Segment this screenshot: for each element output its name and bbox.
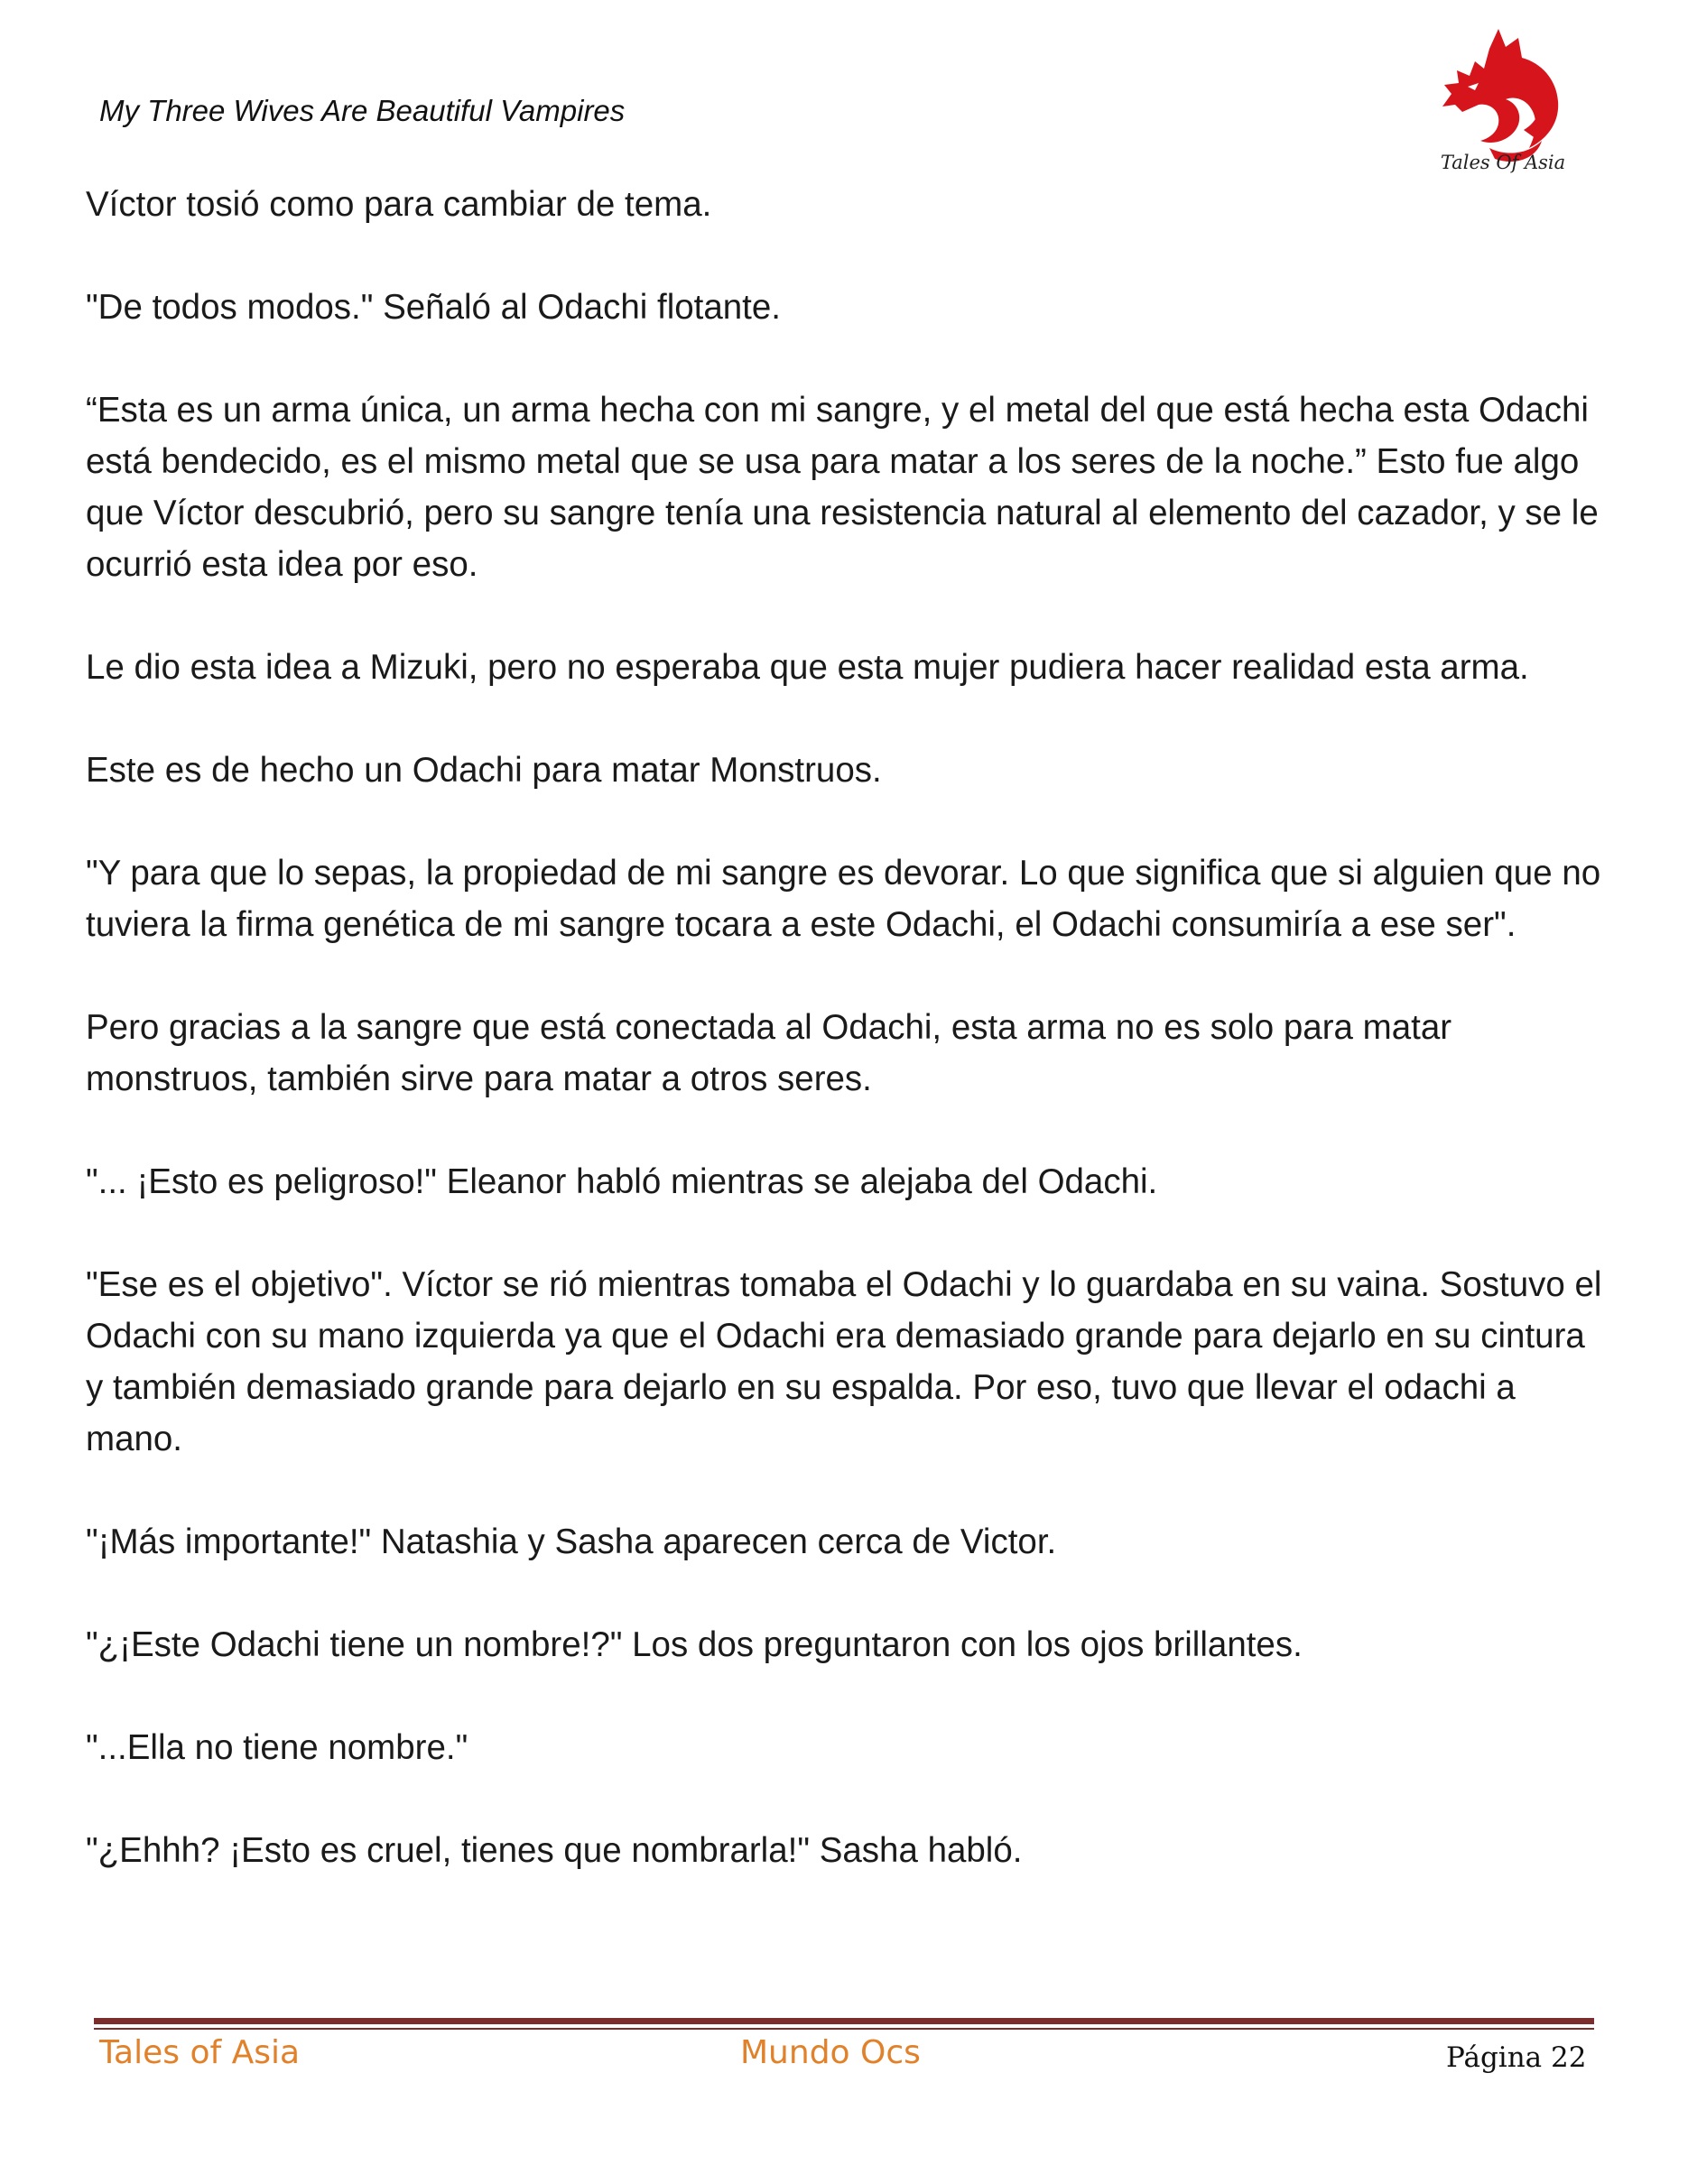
footer-site-name: Tales of Asia bbox=[99, 2034, 301, 2071]
paragraph: "... ¡Esto es peligroso!" Eleanor habló mientras se alejaba del Odachi. bbox=[86, 1162, 1158, 1201]
page-number: Página 22 bbox=[1446, 2041, 1587, 2074]
paragraph: "¿Ehhh? ¡Esto es cruel, tienes que nombrarla!" Sasha habló. bbox=[86, 1831, 1023, 1870]
paragraph: “Esta es un arma única, un arma hecha con mi sangre, y el metal del que está hecha esta Odachi está bendecido, es el mismo metal que se usa para matar a los seres de la noche.” Esto fue algo que Víctor descubrió, pero su sangre tenía una resistencia natural al elemento del cazador, y se le ocurrió esta idea por eso. bbox=[86, 391, 1599, 584]
paragraph: Víctor tosió como para cambiar de tema. bbox=[86, 185, 712, 224]
paragraph: "¡Más importante!" Natashia y Sasha aparecen cerca de Victor. bbox=[86, 1522, 1057, 1561]
paragraph: Este es de hecho un Odachi para matar Monstruos. bbox=[86, 751, 882, 790]
footer-divider-thin bbox=[94, 2028, 1594, 2030]
document-body bbox=[86, 179, 1611, 1928]
paragraph: "Ese es el objetivo". Víctor se rió mientras tomaba el Odachi y lo guardaba en su vaina. Sostuvo el Odachi con su mano izquierda ya que el Odachi era demasiado grande para dejarlo en su cintura y también demasiado grande para dejarlo en su espalda. Por eso, tuvo que llevar el odachi a mano. bbox=[86, 1265, 1602, 1458]
footer-group-name: Mundo Ocs bbox=[740, 2034, 921, 2071]
paragraph: "De todos modos." Señaló al Odachi flotante. bbox=[86, 288, 781, 327]
logo-wordmark: Tales Of Asia bbox=[1440, 152, 1566, 173]
paragraph: "...Ella no tiene nombre." bbox=[86, 1728, 468, 1767]
footer-divider bbox=[94, 2018, 1594, 2024]
paragraph: Le dio esta idea a Mizuki, pero no esperaba que esta mujer pudiera hacer realidad esta arma. bbox=[86, 648, 1529, 687]
paragraph: "¿¡Este Odachi tiene un nombre!?" Los dos preguntaron con los ojos brillantes. bbox=[86, 1625, 1303, 1664]
paragraph: Pero gracias a la sangre que está conectada al Odachi, esta arma no es solo para matar monstruos, también sirve para matar a otros seres. bbox=[86, 1008, 1452, 1098]
paragraph: "Y para que lo sepas, la propiedad de mi sangre es devorar. Lo que significa que si alguien que no tuviera la firma genética de mi sangre tocara a este Odachi, el Odachi consumiría a ese ser". bbox=[86, 854, 1601, 944]
document-header-title: My Three Wives Are Beautiful Vampires bbox=[99, 94, 626, 127]
